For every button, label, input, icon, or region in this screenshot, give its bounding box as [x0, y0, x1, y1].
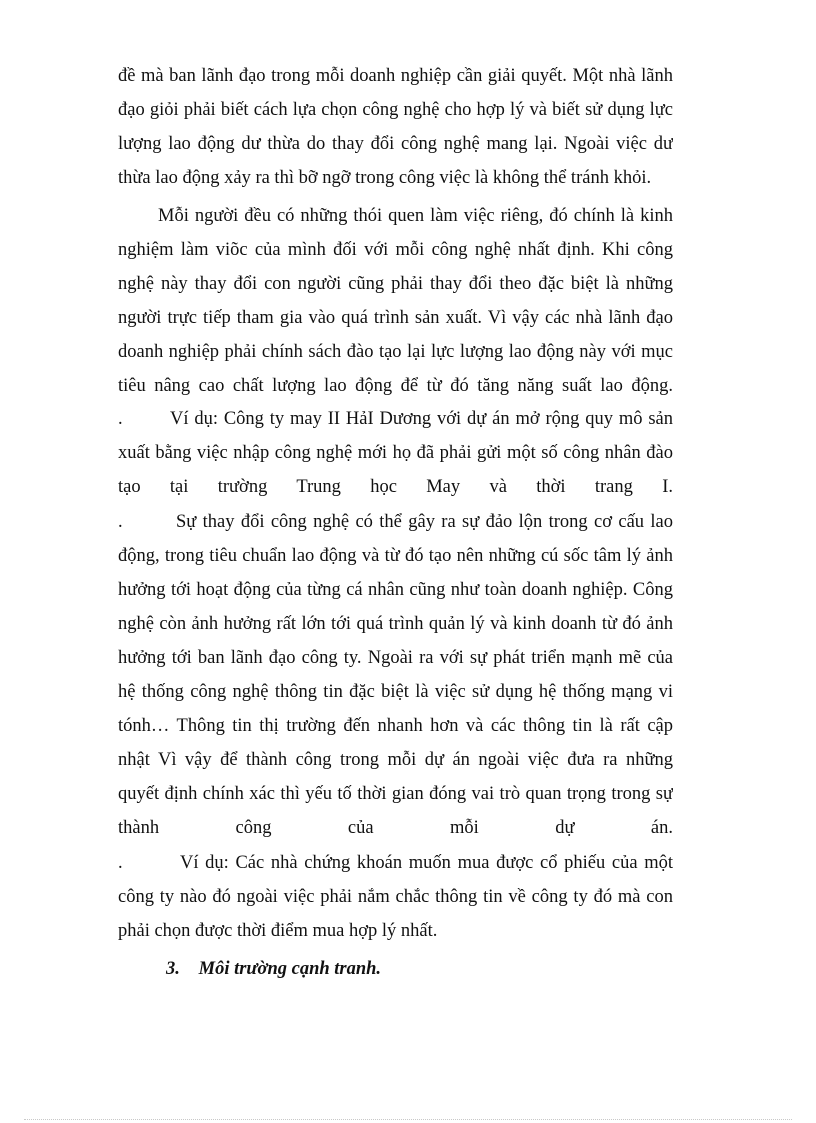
section-title: Môi trường cạnh tranh.	[198, 959, 382, 979]
paragraph-line: hệ thống công nghệ thông tin đặc biệt là việc sử dụng hệ thống mạng vi	[118, 682, 673, 702]
bullet-text: Ví dụ: Các nhà chứng khoán muốn mua được cổ phiếu của một	[180, 853, 673, 873]
paragraph-line: quyết định chính xác thì yếu tố thời gian đóng vai trò quan trọng trong sự	[118, 784, 673, 804]
paragraph-line: tạo tại trường Trung học May và thời trang I.	[118, 477, 673, 497]
bullet-dot: .	[118, 512, 123, 532]
paragraph-line: Mỗi người đều có những thói quen làm việc riêng, đó chính là kinh	[158, 206, 673, 226]
bullet-item	[118, 402, 673, 436]
paragraph-line: lượng lao động dư thừa do thay đổi công nghệ mang lại. Ngoài việc dư	[118, 134, 673, 154]
paragraph-line: động, trong tiêu chuẩn lao động và từ đó tạo nên những cú sốc tâm lý ảnh	[118, 546, 673, 566]
paragraph-line: xuất bằng việc nhập công nghệ mới họ đã phải gửi một số công nhân đào	[118, 443, 673, 463]
paragraph-line: nghệ này thay đổi con người cũng phải thay đổi theo đặc biệt là những	[118, 274, 673, 294]
paragraph-line: hưởng tới ban lãnh đạo công ty. Ngoài ra với sự phát triển mạnh mẽ của	[118, 648, 673, 668]
bullet-item	[118, 846, 673, 880]
paragraph-line: nhật Vì vậy để thành công trong mỗi dự án ngoài việc đưa ra những	[118, 750, 673, 770]
paragraph-line: phải chọn được thời điểm mua hợp lý nhất.	[118, 921, 438, 941]
section-number: 3.	[166, 959, 180, 979]
paragraph-line: tiêu nâng cao chất lượng lao động để từ đó tăng năng suất lao động.	[118, 376, 673, 396]
paragraph-line: doanh nghiệp phải chính sách đào tạo lại lực lượng lao động này với mục	[118, 342, 673, 362]
bullet-item	[118, 505, 673, 539]
page-bottom-divider	[24, 1119, 792, 1120]
section-heading	[166, 952, 381, 986]
paragraph-line: công ty nào đó ngoài việc phải nắm chắc thông tin về công ty đó mà con	[118, 887, 673, 907]
bullet-text: Sự thay đổi công nghệ có thể gây ra sự đảo lộn trong cơ cấu lao	[176, 512, 673, 532]
bullet-dot: .	[118, 853, 123, 873]
paragraph-line: đạo giỏi phải biết cách lựa chọn công nghệ cho hợp lý và biết sử dụng lực	[118, 100, 673, 120]
paragraph-line: nghiệm làm viõc của mình đối với mỗi công nghệ nhất định. Khi công	[118, 240, 673, 260]
paragraph-line: thành công của mỗi dự án.	[118, 818, 673, 838]
paragraph-line: thừa lao động xảy ra thì bỡ ngỡ trong công việc là không thể tránh khỏi.	[118, 168, 652, 188]
paragraph-line: tónh… Thông tin thị trường đến nhanh hơn và các thông tin là rất cập	[118, 716, 673, 736]
bullet-text: Ví dụ: Công ty may II HảI Dương với dự án mở rộng quy mô sản	[170, 409, 673, 429]
paragraph-line: hưởng tới hoạt động của từng cá nhân cũng như toàn doanh nghiệp. Công	[118, 580, 673, 600]
bullet-dot: .	[118, 409, 123, 429]
paragraph-line: nghệ còn ảnh hưởng rất lớn tới quá trình quản lý và kinh doanh từ đó ảnh	[118, 614, 673, 634]
paragraph-line: đề mà ban lãnh đạo trong mỗi doanh nghiệp cần giải quyết. Một nhà lãnh	[118, 66, 673, 86]
paragraph-line: người trực tiếp tham gia vào quá trình sản xuất. Vì vậy các nhà lãnh đạo	[118, 308, 673, 328]
